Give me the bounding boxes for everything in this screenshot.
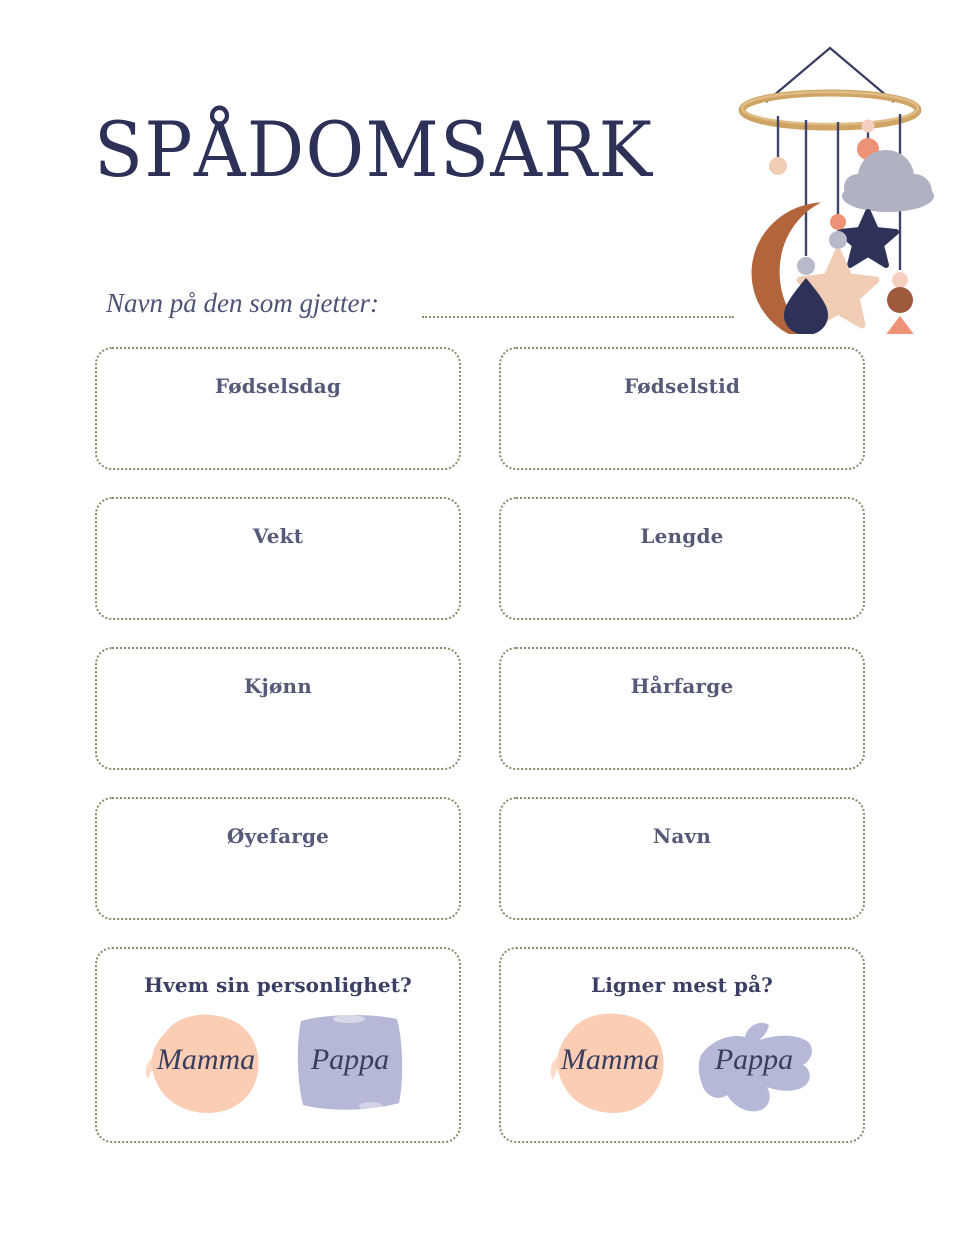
choice-option-mamma[interactable] (141, 1007, 271, 1119)
field-label: Fødselsdag (214, 374, 342, 398)
gold-ring-icon (742, 92, 918, 127)
choice-option-pappa[interactable] (689, 1007, 819, 1119)
field-label: Øyefarge (226, 824, 330, 848)
choice-option-label: Mamma (156, 1043, 256, 1076)
field-box-lengde[interactable] (499, 497, 865, 620)
bead-icon (862, 120, 875, 133)
field-box-fodselstid[interactable] (499, 347, 865, 470)
choice-box-ligner (499, 947, 865, 1143)
bead-icon (887, 287, 913, 313)
field-box-harfarge[interactable] (499, 647, 865, 770)
field-box-kjonn[interactable] (95, 647, 461, 770)
choice-option-mamma[interactable] (545, 1007, 675, 1119)
page-header (0, 0, 960, 340)
field-label: Lengde (640, 524, 724, 548)
choice-options (97, 1007, 459, 1127)
choice-option-label: Mamma (560, 1043, 660, 1076)
choice-options (501, 1007, 863, 1127)
field-label: Fødselstid (623, 374, 741, 398)
field-box-oyefarge[interactable] (95, 797, 461, 920)
field-row (95, 797, 865, 920)
field-box-navn[interactable] (499, 797, 865, 920)
bead-icon (892, 272, 908, 288)
guesser-name-label: Navn på den som gjetter: (106, 288, 379, 318)
field-label: Hårfarge (630, 674, 734, 698)
field-row (95, 497, 865, 620)
field-label: Kjønn (243, 674, 313, 698)
choice-question: Ligner mest på? (591, 973, 773, 997)
cloud-icon (842, 150, 934, 212)
navy-star-icon (840, 212, 896, 265)
fields-grid (95, 347, 865, 1143)
field-box-vekt[interactable] (95, 497, 461, 620)
field-row (95, 347, 865, 470)
choice-box-personlighet (95, 947, 461, 1143)
choice-row (95, 947, 865, 1143)
guesser-name-row (106, 286, 746, 328)
baby-mobile-illustration (660, 34, 960, 334)
field-label: Navn (652, 824, 712, 848)
bead-icon (769, 157, 787, 175)
choice-question: Hvem sin personlighet? (144, 973, 412, 997)
bead-icon (830, 214, 846, 230)
coral-teardrop-icon (869, 316, 931, 334)
choice-option-label: Pappa (310, 1043, 390, 1076)
field-label: Vekt (252, 524, 304, 548)
page-title: SPÅDOMSARK (94, 105, 654, 194)
choice-option-pappa[interactable] (285, 1007, 415, 1119)
bead-icon (829, 231, 847, 249)
bead-icon (797, 257, 815, 275)
field-row (95, 647, 865, 770)
field-box-fodselsdag[interactable] (95, 347, 461, 470)
choice-option-label: Pappa (714, 1043, 794, 1076)
